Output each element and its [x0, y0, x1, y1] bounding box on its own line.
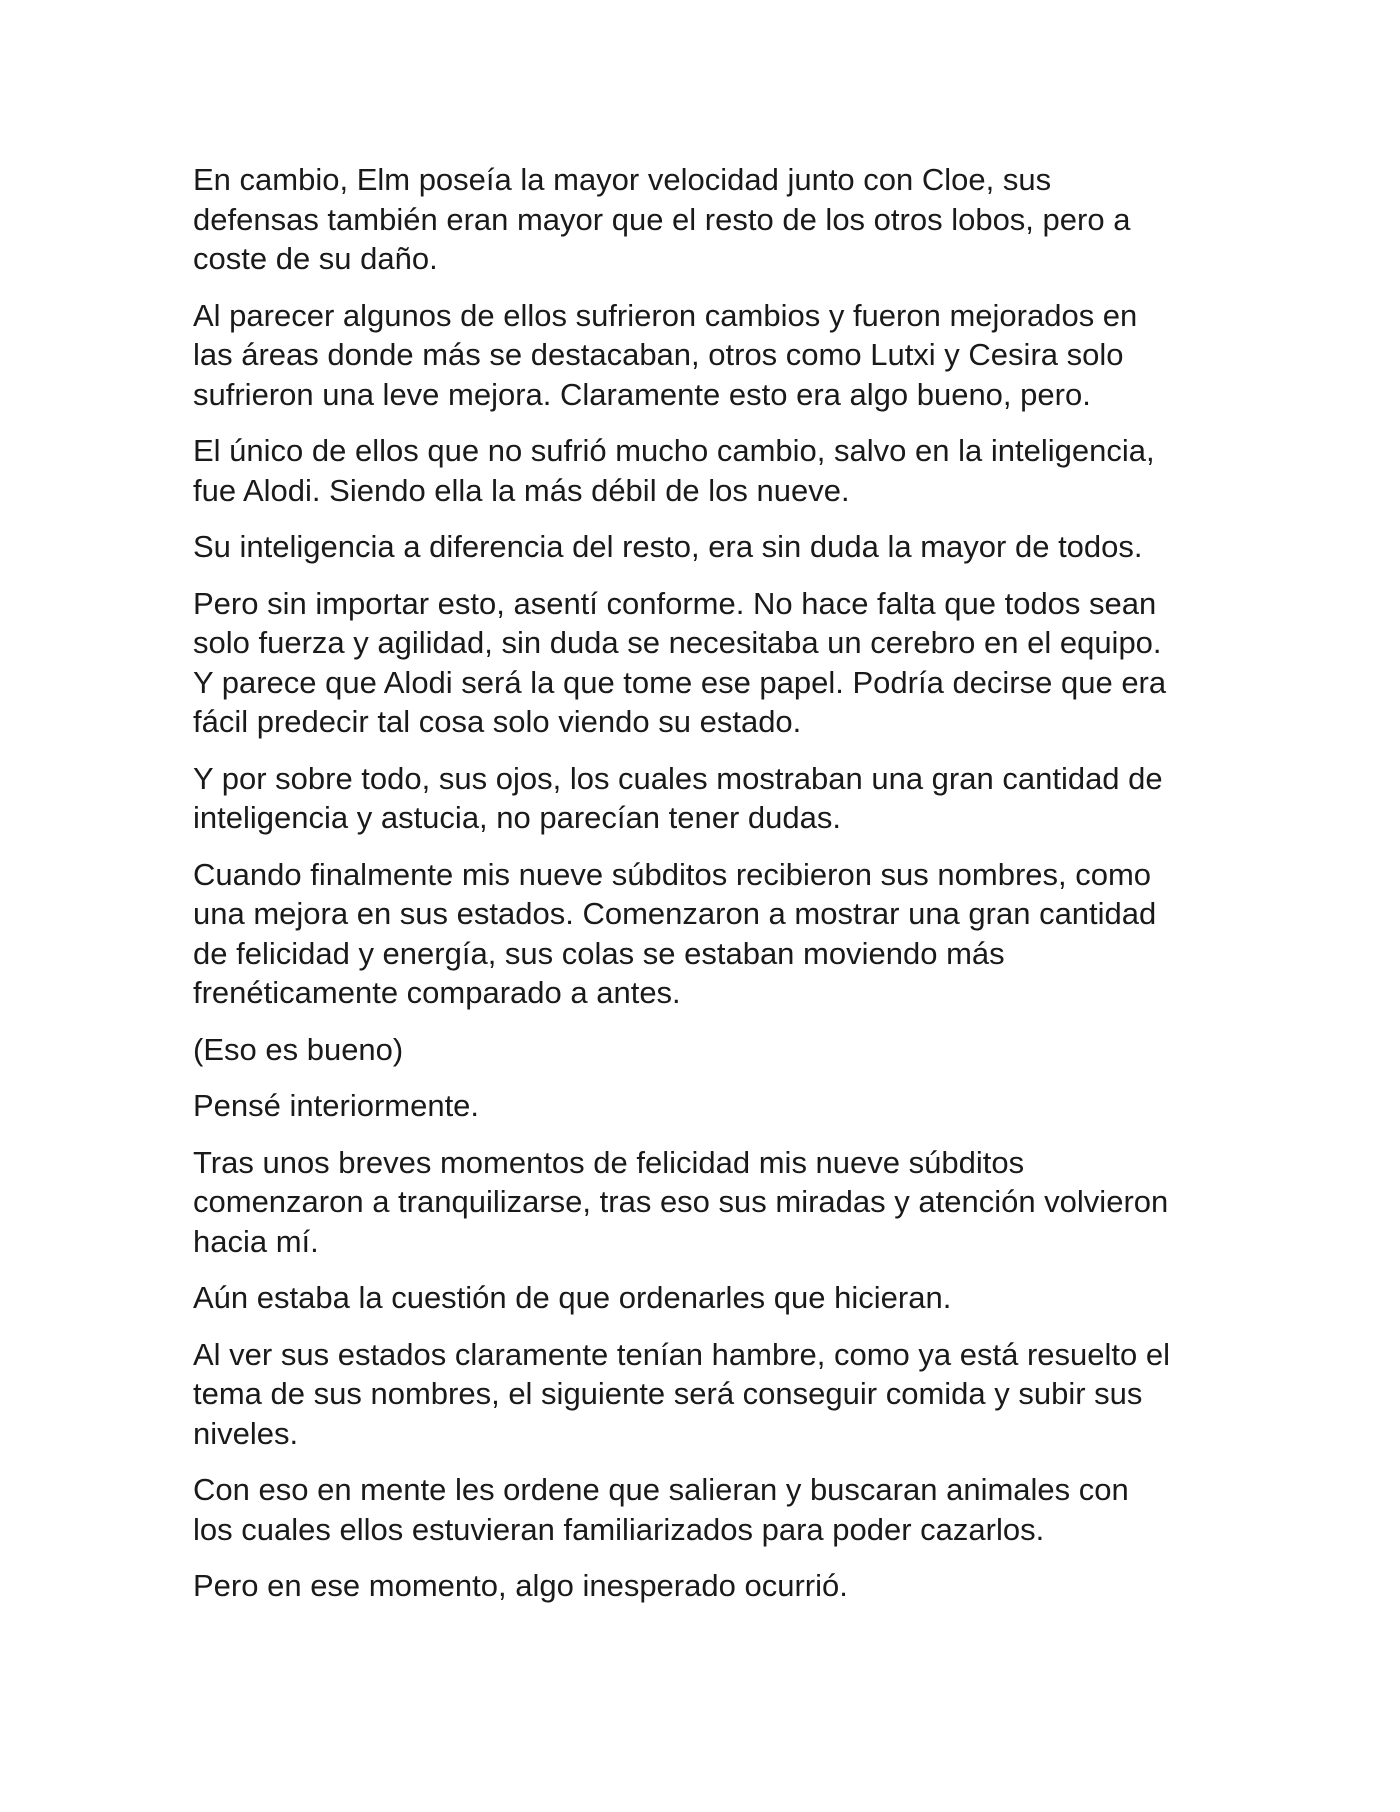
- paragraph-10: Tras unos breves momentos de felicidad mis nueve súbditos comenzaron a tranquilizarse, tras eso sus miradas y atención volvieron hacia mí.: [193, 1144, 1169, 1259]
- paragraph-11: Aún estaba la cuestión de que ordenarles que hicieran.: [193, 1280, 952, 1315]
- paragraph-3: El único de ellos que no sufrió mucho cambio, salvo en la inteligencia, fue Alodi. Siendo ella la más débil de los nueve.: [193, 433, 1155, 508]
- body-text: [193, 160, 1223, 1623]
- paragraph-5: Pero sin importar esto, asentí conforme. No hace falta que todos sean solo fuerza y agilidad, sin duda se necesitaba un cerebro en el equipo. Y parece que Alodi será la que tome ese papel. Podría decirse que era fácil predecir tal cosa solo viendo su estado.: [193, 585, 1167, 739]
- paragraph-7: Cuando finalmente mis nueve súbditos recibieron sus nombres, como una mejora en sus estados. Comenzaron a mostrar una gran cantidad de felicidad y energía, sus colas se estaban moviendo más frenéticamente comparado a antes.: [193, 856, 1157, 1010]
- paragraph-1: En cambio, Elm poseía la mayor velocidad junto con Cloe, sus defensas también eran mayor que el resto de los otros lobos, pero a coste de su daño.: [193, 162, 1131, 276]
- paragraph-13: Con eso en mente les ordene que salieran y buscaran animales con los cuales ellos estuvieran familiarizados para poder cazarlos.: [193, 1472, 1129, 1547]
- paragraph-12: Al ver sus estados claramente tenían hambre, como ya está resuelto el tema de sus nombres, el siguiente será conseguir comida y subir sus niveles.: [193, 1336, 1170, 1451]
- paragraph-9: Pensé interiormente.: [193, 1088, 480, 1123]
- paragraph-6: Y por sobre todo, sus ojos, los cuales mostraban una gran cantidad de inteligencia y astucia, no parecían tener dudas.: [193, 760, 1163, 835]
- paragraph-4: Su inteligencia a diferencia del resto, era sin duda la mayor de todos.: [193, 529, 1143, 564]
- paragraph-2: Al parecer algunos de ellos sufrieron cambios y fueron mejorados en las áreas donde más se destacaban, otros como Lutxi y Cesira solo sufrieron una leve mejora. Claramente esto era algo bueno, pero.: [193, 297, 1138, 412]
- paragraph-14: Pero en ese momento, algo inesperado ocurrió.: [193, 1568, 848, 1603]
- paragraph-8: (Eso es bueno): [193, 1031, 404, 1067]
